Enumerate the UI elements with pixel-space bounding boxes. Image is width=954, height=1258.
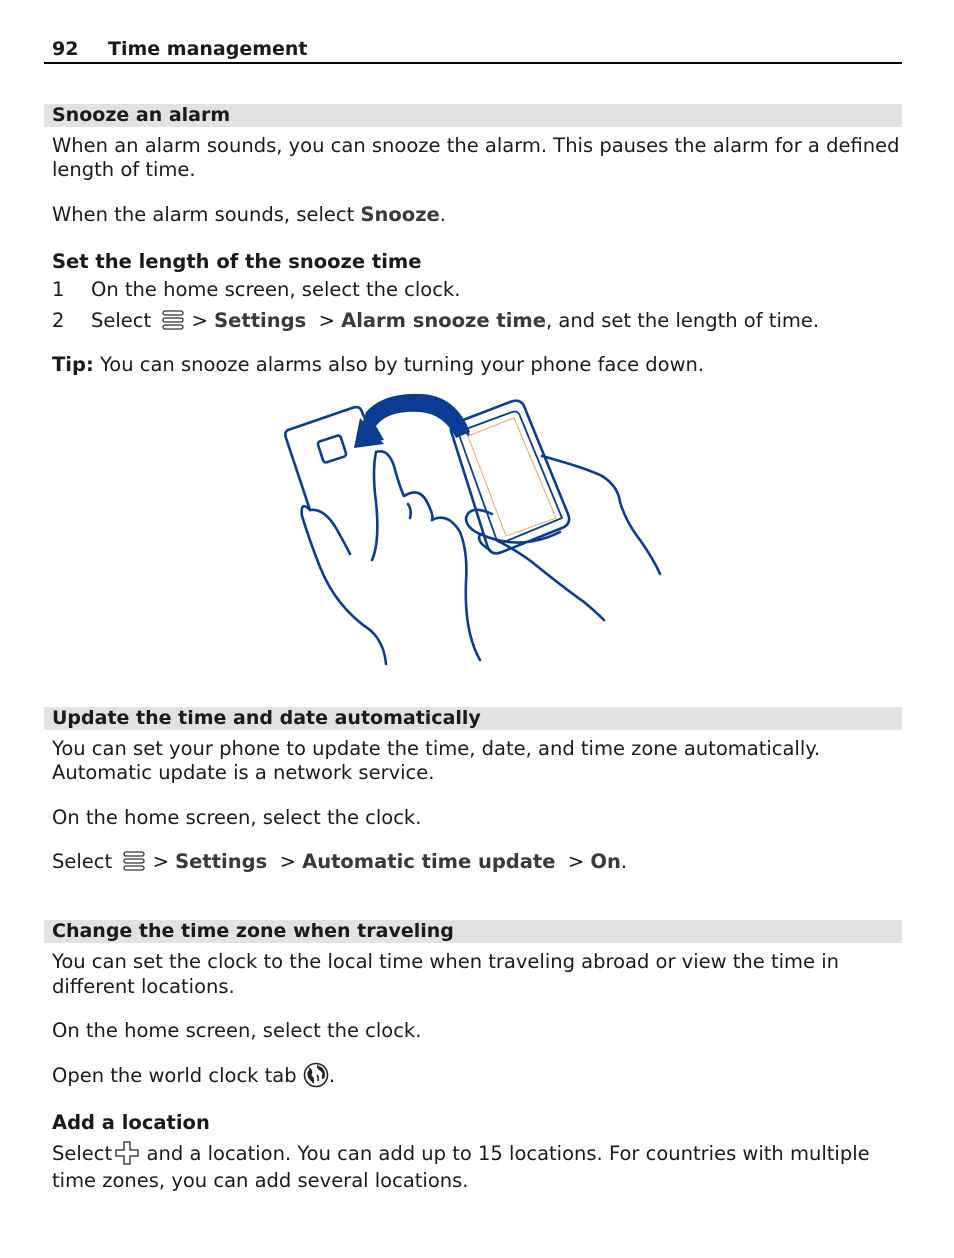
add-location-line1: Select and a location. You can add up to 15 locations. For countries with multiple [52,1142,870,1166]
menu-icon [161,308,185,332]
update-intro-line2: Automatic update is a network service. [52,761,435,784]
snooze-intro-line2: length of time. [52,158,196,181]
section-heading-update: Update the time and date automatically [44,707,902,730]
step-number: 2 [52,309,65,332]
page-header [44,36,902,64]
snooze-option: Snooze [360,203,440,226]
snooze-intro-line1: When an alarm sounds, you can snooze the alarm. This pauses the alarm for a defined [52,134,900,157]
add-location-line2: time zones, you can add several locations. [52,1169,469,1192]
automatic-time-update-option: Automatic time update [302,850,556,873]
settings-option: Settings [175,850,268,873]
step-number: 1 [52,278,65,301]
world-clock-paragraph: Open the world clock tab . [52,1064,335,1088]
update-select-path: Select > Settings > Automatic time update > On. [52,850,628,873]
turn-phone-face-down-illustration [280,392,670,672]
chapter-title: Time management [108,38,308,60]
snooze-select-paragraph: When the alarm sounds, select Snooze. [52,203,446,226]
menu-icon [122,849,146,873]
timezone-intro-line1: You can set the clock to the local time when traveling abroad or view the time in [52,950,840,973]
on-option: On [590,850,621,873]
section-heading-snooze: Snooze an alarm [44,104,902,127]
add-location-heading: Add a location [52,1111,210,1134]
timezone-home-text: On the home screen, select the clock. [52,1019,422,1042]
snooze-subheading: Set the length of the snooze time [52,250,422,273]
update-home-text: On the home screen, select the clock. [52,806,422,829]
section-heading-timezone: Change the time zone when traveling [44,920,902,943]
page-number: 92 [52,38,79,60]
update-intro-line1: You can set your phone to update the time, date, and time zone automatically. [52,737,821,760]
settings-option: Settings [214,309,307,332]
tip-paragraph: Tip: You can snooze alarms also by turning your phone face down. [52,353,705,376]
add-icon [114,1140,140,1166]
step-1: 1 On the home screen, select the clock. [52,278,461,301]
step-2: 2 Select > Settings > Alarm snooze time, and set the length of time. [52,309,820,332]
alarm-snooze-time-option: Alarm snooze time [341,309,546,332]
timezone-intro-line2: different locations. [52,975,235,998]
world-clock-icon [303,1062,329,1088]
tip-label: Tip: [52,353,94,376]
